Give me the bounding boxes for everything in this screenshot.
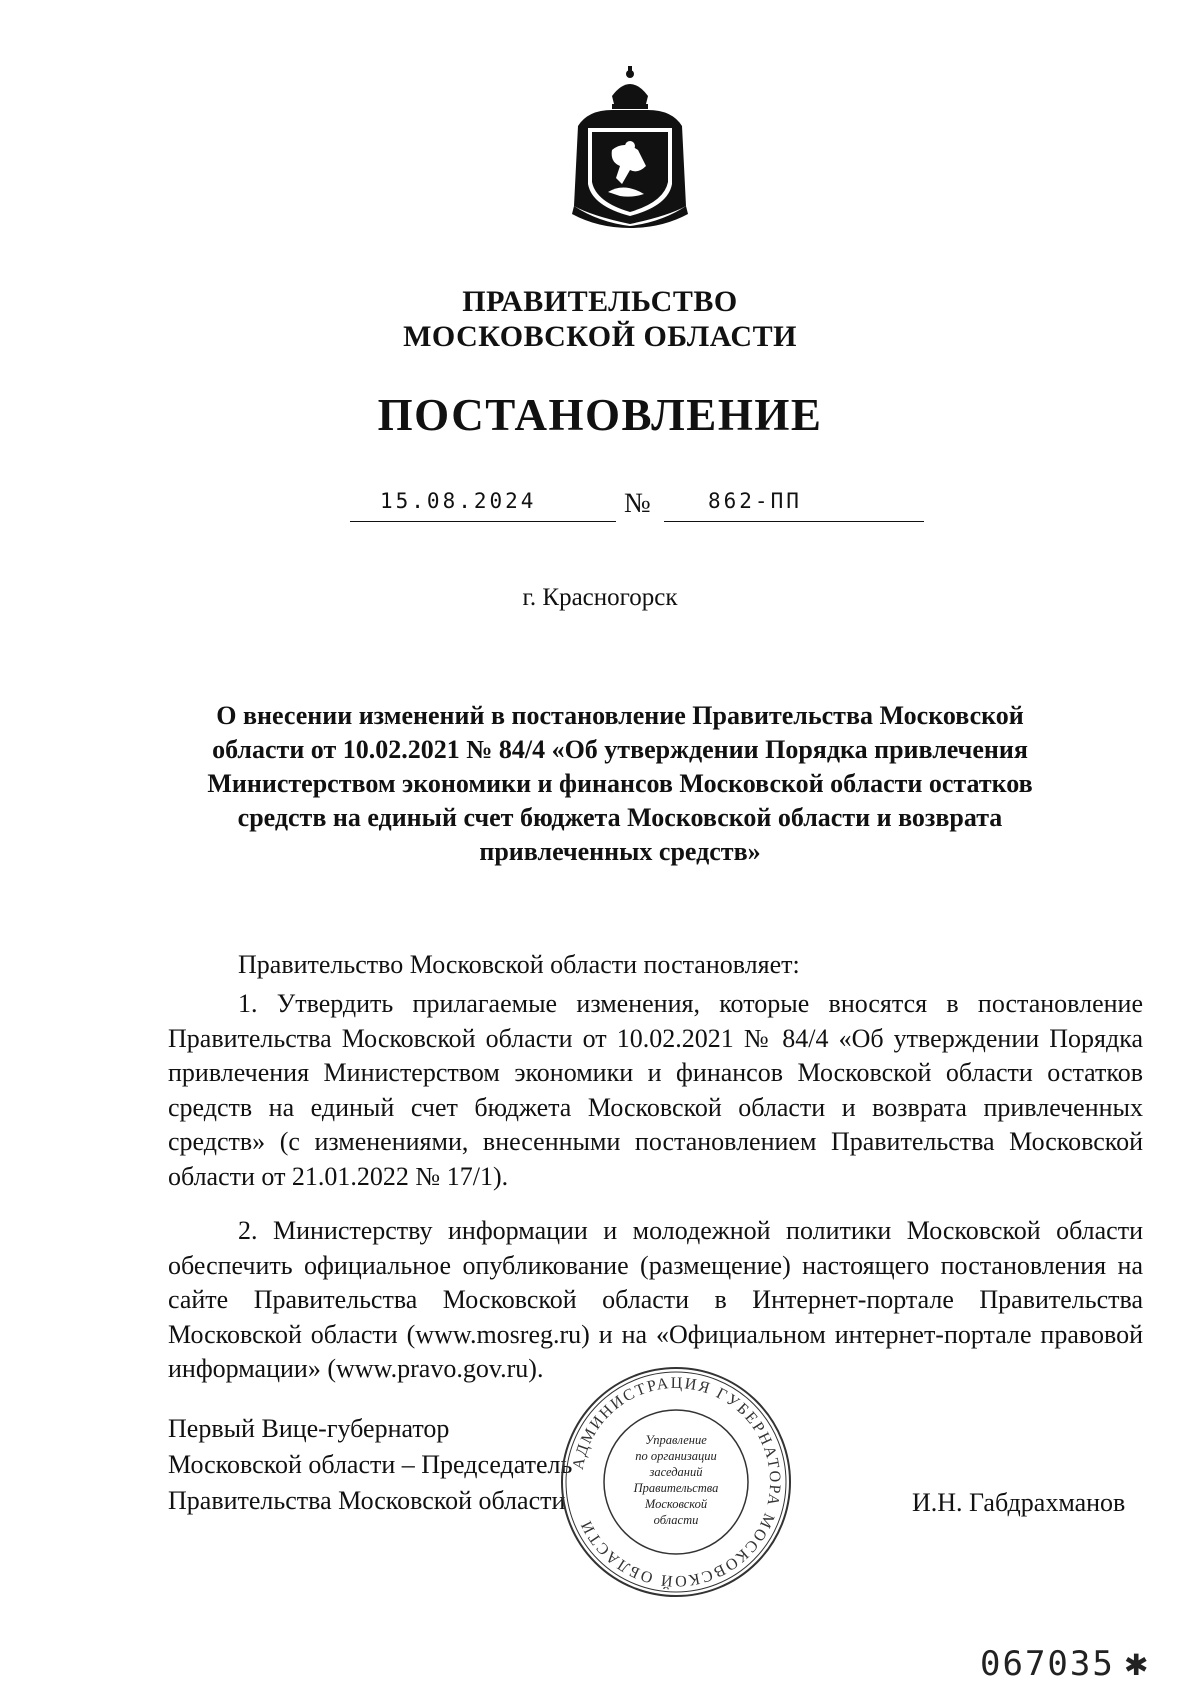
signatory-title-line: Московской области – Председатель xyxy=(168,1450,573,1479)
signatory-title xyxy=(168,1411,572,1519)
stamp-inner-line: заседаний xyxy=(649,1465,703,1479)
coat-of-arms-icon xyxy=(568,66,692,228)
document-number: 862-ПП xyxy=(708,489,802,513)
stamp-inner-line: области xyxy=(653,1513,699,1527)
signatory-title-line: Правительства Московской области xyxy=(168,1486,566,1515)
document-date-field xyxy=(350,485,616,522)
signatory-title-line: Первый Вице-губернатор xyxy=(168,1414,450,1443)
organization-name-line1: ПРАВИТЕЛЬСТВО xyxy=(462,285,738,318)
paragraph-2-text: 2. Министерству информации и молодежной политики Московской области обеспечить официальное опубликование (размещение) настоящего постановления на сайте Правительства Московской области в Интернет-портале Правительства Московской области (www.mosreg.ru) и на «Официальном интернет-портале правовой информации» (www.pravo.gov.ru). xyxy=(168,1216,1143,1383)
stamp-inner-line: Московской xyxy=(644,1497,708,1511)
stamp-inner-line: по организации xyxy=(635,1449,717,1463)
stamp-inner-line: Правительства xyxy=(633,1481,719,1495)
document-number-field xyxy=(664,485,924,522)
stamp-outer-text: АДМИНИСТРАЦИЯ ГУБЕРНАТОРА МОСКОВСКОЙ ОБЛАСТИ xyxy=(569,1374,784,1590)
document-subject: О внесении изменений в постановление Правительства Московской области от 10.02.2021 № 84/4 «Об утверждении Порядка привлечения Министерством экономики и финансов Московской области остатков средств на единый счет бюджета Московской области и возврата привлеченных средств» xyxy=(207,701,1033,866)
document-city: г. Красногорск xyxy=(522,584,678,611)
paragraph-2 xyxy=(168,1214,1143,1387)
signatory-name: И.Н. Габдрахманов xyxy=(912,1488,1126,1517)
paragraph-1 xyxy=(168,987,1143,1194)
stamp-inner-text xyxy=(626,1432,726,1528)
form-serial-number xyxy=(980,1640,1150,1684)
paragraph-1-text: 1. Утвердить прилагаемые изменения, которые вносятся в постановление Правительства Московской области от 10.02.2021 № 84/4 «Об утверждении Порядка привлечения Министерством экономики и финансов Московской области остатков средств на единый счет бюджета Московской области и возврата привлеченных средств» (с изменениями, внесенными постановлением Правительства Московской области от 21.01.2022 № 17/1). xyxy=(168,989,1143,1191)
intro-text: Правительство Московской области постановляет: xyxy=(238,950,800,979)
official-stamp xyxy=(556,1362,796,1602)
document-date: 15.08.2024 xyxy=(380,489,537,513)
organization-name-line2: МОСКОВСКОЙ ОБЛАСТИ xyxy=(403,320,797,353)
serial-number: 067035 xyxy=(980,1644,1115,1684)
number-sign: № xyxy=(624,488,651,519)
document-type: ПОСТАНОВЛЕНИЕ xyxy=(377,390,823,440)
asterisk-mark-icon: ✱ xyxy=(1124,1640,1150,1684)
stamp-inner-line: Управление xyxy=(645,1433,707,1447)
